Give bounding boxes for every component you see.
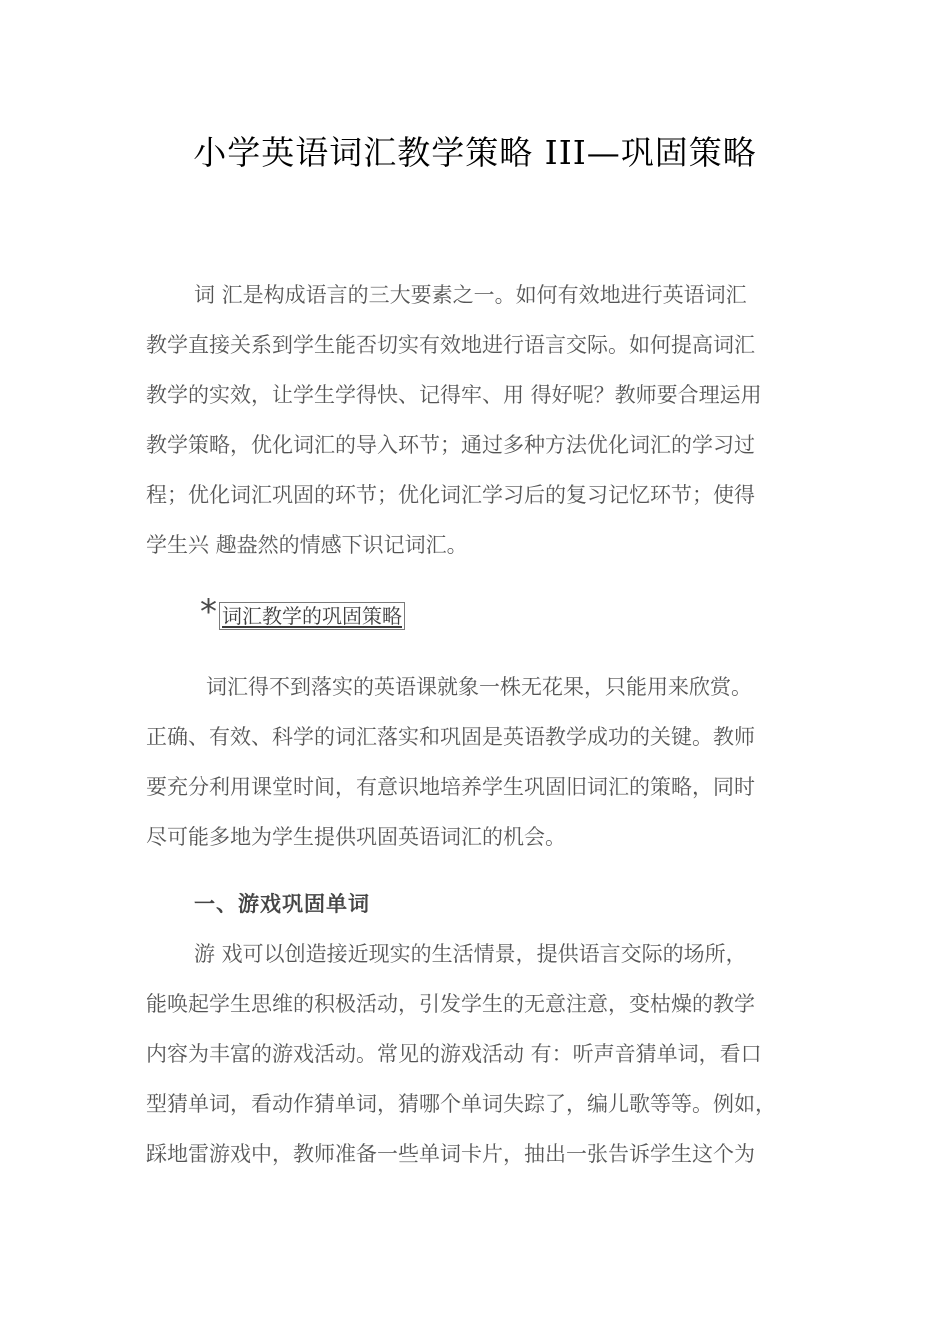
paragraph-line: 词 汇是构成语言的三大要素之一。如何有效地进行英语词汇 bbox=[194, 283, 747, 307]
subsection-paragraph bbox=[146, 929, 806, 1179]
asterisk-icon: * bbox=[200, 592, 217, 632]
paragraph-line: 词汇得不到落实的英语课就象一株无花果，只能用来欣赏。 bbox=[206, 675, 752, 699]
paragraph-line: 能唤起学生思维的积极活动，引发学生的无意注意，变枯燥的教学 bbox=[146, 992, 755, 1016]
paragraph-line: 教学直接关系到学生能否切实有效地进行语言交际。如何提高词汇 bbox=[146, 333, 755, 357]
paragraph-line: 程；优化词汇巩固的环节；优化词汇学习后的复习记忆环节；使得 bbox=[146, 483, 755, 507]
paragraph-line: 教学的实效，让学生学得快、记得牢、用 得好呢？教师要合理运用 bbox=[146, 383, 762, 407]
paragraph-line: 尽可能多地为学生提供巩固英语词汇的机会。 bbox=[146, 825, 566, 849]
paragraph-line: 游 戏可以创造接近现实的生活情景，提供语言交际的场所， bbox=[194, 942, 747, 966]
paragraph-line: 型猜单词，看动作猜单词，猜哪个单词失踪了，编儿歌等等。例如， bbox=[146, 1092, 776, 1116]
section-intro-paragraph bbox=[146, 662, 806, 862]
section-heading bbox=[200, 592, 405, 636]
paragraph-line: 踩地雷游戏中，教师准备一些单词卡片，抽出一张告诉学生这个为 bbox=[146, 1142, 755, 1166]
document-title: 小学英语词汇教学策略 III—巩固策略 bbox=[193, 133, 757, 172]
intro-paragraph bbox=[146, 270, 806, 570]
paragraph-line: 正确、有效、科学的词汇落实和巩固是英语教学成功的关键。教师 bbox=[146, 725, 755, 749]
section-heading-text: 词汇教学的巩固策略 bbox=[219, 602, 405, 630]
subsection-heading: 一、游戏巩固单词 bbox=[194, 892, 370, 916]
paragraph-line: 要充分利用课堂时间，有意识地培养学生巩固旧词汇的策略，同时 bbox=[146, 775, 755, 799]
paragraph-line: 学生兴 趣盎然的情感下识记词汇。 bbox=[146, 533, 468, 557]
paragraph-line: 内容为丰富的游戏活动。常见的游戏活动 有：听声音猜单词，看口 bbox=[146, 1042, 762, 1066]
paragraph-line: 教学策略，优化词汇的导入环节；通过多种方法优化词汇的学习过 bbox=[146, 433, 755, 457]
